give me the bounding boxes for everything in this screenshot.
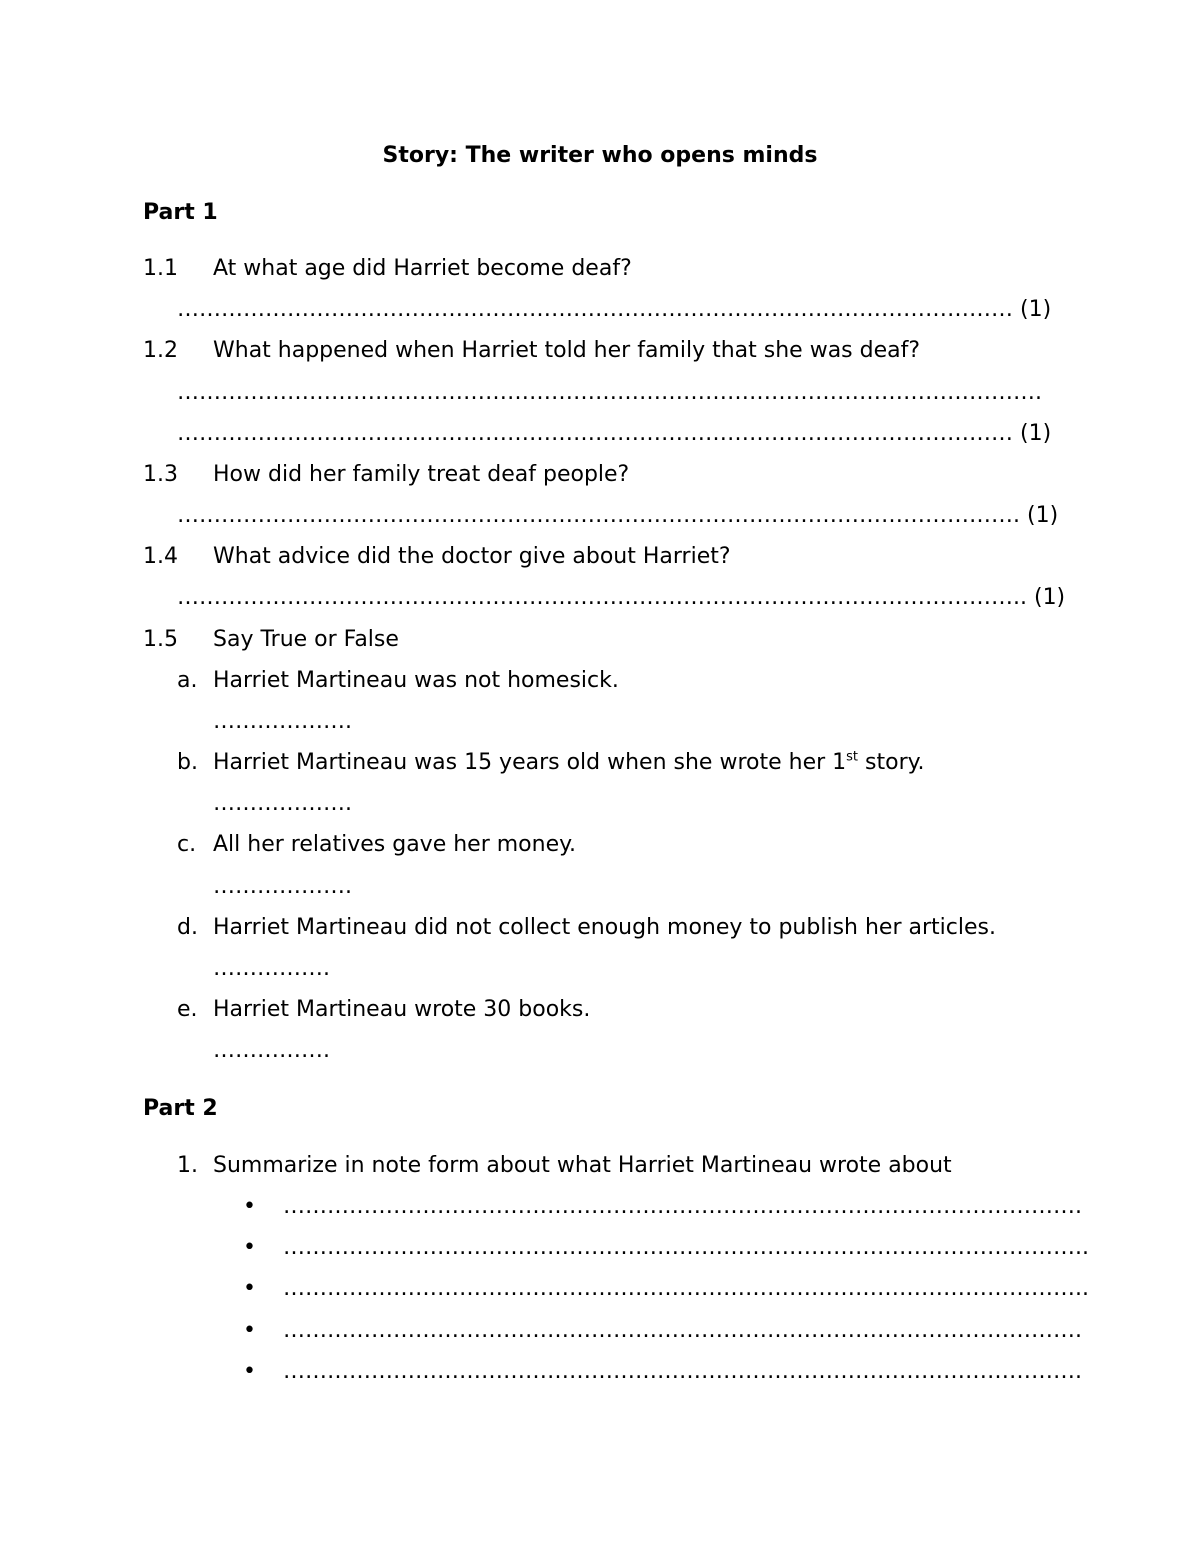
true-false-answer[interactable]: …………….: [213, 1038, 330, 1063]
bullet-icon: •: [243, 1359, 256, 1384]
item-letter: b.: [177, 750, 198, 775]
statement-text: All her relatives gave her money.: [213, 832, 576, 857]
statement-text: Harriet Martineau was 15 years old when she wrote her 1st story.: [213, 749, 925, 775]
bullet-icon: •: [243, 1276, 256, 1301]
bullet-icon: •: [243, 1318, 256, 1343]
question-text: Say True or False: [213, 627, 399, 652]
question-text: At what age did Harriet become deaf?: [213, 256, 632, 281]
part2-heading: Part 2: [143, 1096, 218, 1121]
answer-line[interactable]: ……………………………………………………………………………………………………. (1): [177, 503, 1059, 528]
statement-text: Harriet Martineau was not homesick.: [213, 668, 619, 693]
bullet-icon: •: [243, 1194, 256, 1219]
question-number: 1.2: [143, 338, 178, 363]
item-letter: d.: [177, 915, 198, 940]
statement-text: Harriet Martineau did not collect enough money to publish her articles.: [213, 915, 996, 940]
note-line[interactable]: ……………………………………………………………………………………………….: [283, 1318, 1082, 1343]
answer-line[interactable]: ……………………………………………………………………………………………………….: [177, 380, 1042, 405]
question-number: 1.: [177, 1153, 198, 1178]
item-letter: c.: [177, 832, 197, 857]
answer-line[interactable]: …………………………………………………………………………………………………… (1): [177, 297, 1052, 322]
note-line[interactable]: ………………………………………………………………………………………………..: [283, 1235, 1089, 1260]
note-line[interactable]: ……………………………………………………………………………………………….: [283, 1359, 1082, 1384]
question-number: 1.5: [143, 627, 178, 652]
statement-text: Harriet Martineau wrote 30 books.: [213, 997, 591, 1022]
bullet-icon: •: [243, 1235, 256, 1260]
true-false-answer[interactable]: ……………….: [213, 874, 352, 899]
answer-line[interactable]: …………………………………………………………………………………………………….. (1): [177, 585, 1066, 610]
item-letter: a.: [177, 668, 198, 693]
true-false-answer[interactable]: …………….: [213, 956, 330, 981]
question-text: How did her family treat deaf people?: [213, 462, 630, 487]
true-false-answer[interactable]: ……………….: [213, 709, 352, 734]
question-text: Summarize in note form about what Harriet Martineau wrote about: [213, 1153, 952, 1178]
note-line[interactable]: ……………………………………………………………………………………………….: [283, 1194, 1082, 1219]
question-text: What happened when Harriet told her family that she was deaf?: [213, 338, 921, 363]
item-letter: e.: [177, 997, 198, 1022]
part1-heading: Part 1: [143, 200, 218, 225]
question-number: 1.1: [143, 256, 178, 281]
page-title: Story: The writer who opens minds: [382, 143, 818, 168]
true-false-answer[interactable]: ……………….: [213, 791, 352, 816]
question-number: 1.3: [143, 462, 178, 487]
question-text: What advice did the doctor give about Harriet?: [213, 544, 731, 569]
question-number: 1.4: [143, 544, 178, 569]
answer-line[interactable]: …………………………………………………………………………………………………… (1): [177, 421, 1052, 446]
note-line[interactable]: ………………………………………………………………………………………………..: [283, 1276, 1089, 1301]
